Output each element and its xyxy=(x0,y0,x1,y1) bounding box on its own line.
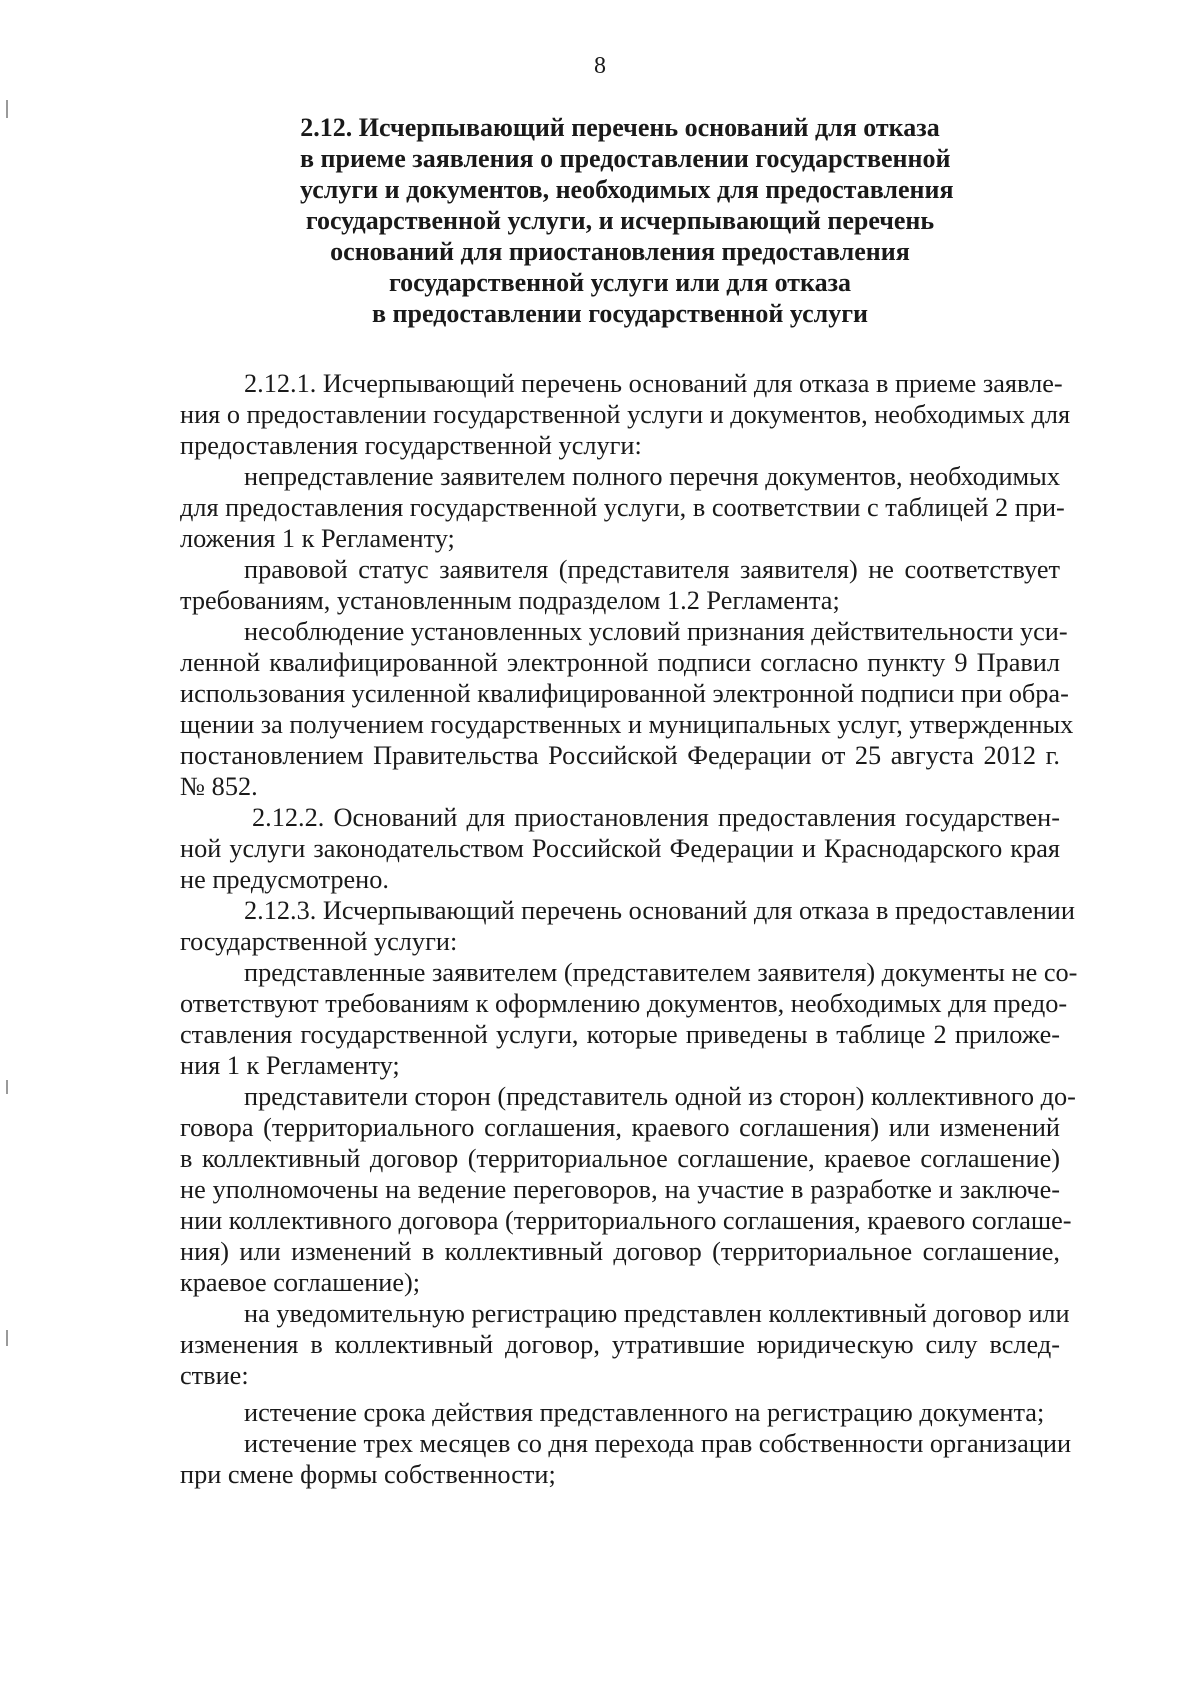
text-line: краевое соглашение); xyxy=(180,1268,421,1297)
heading-line: услуги и документов, необходимых для предоставления xyxy=(300,175,954,204)
text-line: государственной услуги: xyxy=(180,927,458,956)
text-line: говора (территориального соглашения, краевого соглашения) или изменений xyxy=(180,1113,1060,1142)
heading-line: в приеме заявления о предоставлении государственной xyxy=(300,144,951,173)
text-line: не предусмотрено. xyxy=(180,865,389,894)
text-line: щении за получением государственных и муниципальных услуг, утвержденных xyxy=(180,710,1074,739)
paragraph-representatives xyxy=(180,1081,1076,1298)
text-line: в коллективный договор (территориальное соглашение, краевое соглашение) xyxy=(180,1144,1060,1173)
scan-mark xyxy=(6,1330,8,1346)
document-body xyxy=(180,368,1078,1490)
text-line: 2.12.3. Исчерпывающий перечень оснований для отказа в предоставлении xyxy=(244,896,1075,925)
text-line: представители сторон (представитель одной из сторон) коллективного до- xyxy=(244,1082,1076,1111)
text-line: ствие: xyxy=(180,1361,249,1390)
paragraph-2-12-3 xyxy=(180,895,1075,957)
text-line: представленные заявителем (представителем заявителя) документы не со- xyxy=(244,958,1078,987)
text-line: ставления государственной услуги, которые приведены в таблице 2 приложе- xyxy=(180,1020,1060,1049)
paragraph-term-expiry xyxy=(180,1397,1060,1428)
text-line: № 852. xyxy=(180,772,258,801)
heading-line: в предоставлении государственной услуги xyxy=(371,299,868,328)
section-heading xyxy=(300,112,954,329)
text-line: использования усиленной квалифицированной электронной подписи при обра- xyxy=(180,679,1069,708)
text-line: ленной квалифицированной электронной подписи согласно пункту 9 Правил xyxy=(180,648,1060,677)
text-line: истечение срока действия представленного на регистрацию документа; xyxy=(244,1398,1045,1427)
scan-mark xyxy=(6,100,8,118)
scan-mark xyxy=(6,1080,8,1094)
text-line: правовой статус заявителя (представителя заявителя) не соответствует xyxy=(244,555,1060,584)
text-line: предоставления государственной услуги: xyxy=(180,431,642,460)
text-line: для предоставления государственной услуги, в соответствии с таблицей 2 при- xyxy=(180,493,1065,522)
text-line: непредставление заявителем полного перечня документов, необходимых xyxy=(244,462,1060,491)
text-line: несоблюдение установленных условий признания действительности уси- xyxy=(244,617,1068,646)
paragraph-2-12-1 xyxy=(180,368,1071,461)
text-line: 2.12.1. Исчерпывающий перечень оснований для отказа в приеме заявле- xyxy=(244,369,1063,398)
paragraph-legal-status xyxy=(180,554,1060,616)
text-line: изменения в коллективный договор, утратившие юридическую силу вслед- xyxy=(180,1330,1060,1359)
text-line: на уведомительную регистрацию представлен коллективный договор или xyxy=(244,1299,1070,1328)
paragraph-ownership-change xyxy=(180,1428,1072,1490)
text-line: истечение трех месяцев со дня перехода прав собственности организации xyxy=(244,1429,1072,1458)
text-line: ной услуги законодательством Российской Федерации и Краснодарского края xyxy=(180,834,1060,863)
paragraph-incomplete-documents xyxy=(180,461,1065,554)
text-line: ответствуют требованиям к оформлению документов, необходимых для предо- xyxy=(180,989,1068,1018)
text-line: ложения 1 к Регламенту; xyxy=(180,524,455,553)
text-line: 2.12.2. Оснований для приостановления предоставления государствен- xyxy=(252,803,1060,832)
paragraph-expired-agreement xyxy=(180,1298,1070,1391)
text-line: нии коллективного договора (территориального соглашения, краевого соглаше- xyxy=(180,1206,1072,1235)
text-line: при смене формы собственности; xyxy=(180,1460,556,1489)
page-number: 8 xyxy=(594,53,606,79)
text-line: ния) или изменений в коллективный договор (территориальное соглашение, xyxy=(180,1237,1060,1266)
heading-line: государственной услуги или для отказа xyxy=(388,268,852,297)
text-line: ния о предоставлении государственной услуги и документов, необходимых для xyxy=(180,400,1071,429)
paragraph-document-requirements xyxy=(180,957,1078,1081)
heading-line: 2.12. Исчерпывающий перечень оснований для отказа xyxy=(300,113,940,142)
heading-line: государственной услуги, и исчерпывающий перечень xyxy=(305,206,935,235)
text-line: требованиям, установленным подразделом 1.2 Регламента; xyxy=(180,586,840,615)
paragraph-2-12-2 xyxy=(180,802,1060,895)
text-line: постановлением Правительства Российской Федерации от 25 августа 2012 г. xyxy=(180,741,1060,770)
paragraph-electronic-signature xyxy=(180,616,1074,802)
heading-line: оснований для приостановления предоставления xyxy=(330,237,910,266)
text-line: не уполномочены на ведение переговоров, на участие в разработке и заключе- xyxy=(180,1175,1060,1204)
text-line: ния 1 к Регламенту; xyxy=(180,1051,400,1080)
